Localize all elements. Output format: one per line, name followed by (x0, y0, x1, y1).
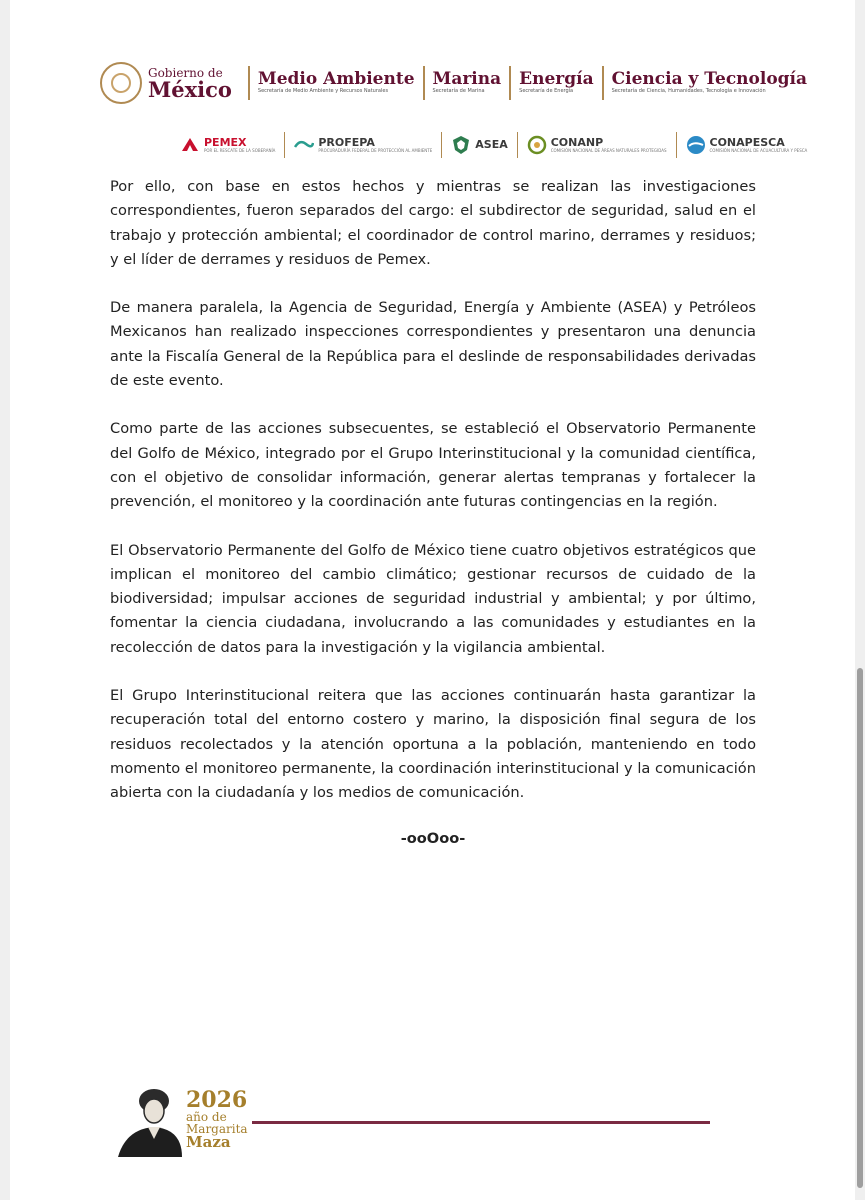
gobierno-de-mexico-logo: Gobierno de México (148, 65, 232, 102)
year-commemoration: 2026 año de Margarita Maza (186, 1087, 248, 1151)
profepa-wave-icon (294, 135, 314, 155)
divider (423, 66, 425, 100)
divider (248, 66, 250, 100)
divider (509, 66, 511, 100)
conanp-circle-icon (527, 135, 547, 155)
conapesca-wave-icon (686, 135, 706, 155)
divider (517, 132, 518, 158)
agency-conanp: CONANP COMISIÓN NACIONAL DE ÁREAS NATURALES PROTEGIDAS (527, 135, 667, 155)
paragraph: El Grupo Interinstitucional reitera que las acciones continuarán hasta garantizar la recuperación total del entorno costero y marino, la disposición final segura de los residuos recolectados y la atención oportuna a la población, manteniendo en todo momento el monitoreo permanente, la coordinación interinstitucional y la comunicación abierta con la ciudadanía y los medios de comunicación. (110, 687, 756, 802)
margarita-maza-portrait-icon (116, 1085, 184, 1157)
pemex-eagle-icon (180, 135, 200, 155)
agency-logos (180, 128, 808, 162)
agency-asea: ASEA (451, 135, 507, 155)
document-body (110, 175, 756, 847)
closing-mark: -ooOoo- (400, 829, 466, 847)
divider (441, 132, 442, 158)
department-medio-ambiente: Medio Ambiente Secretaría de Medio Ambiente y Recursos Naturales (257, 69, 415, 95)
divider (676, 132, 677, 158)
department-marina: Marina Secretaría de Marina (432, 69, 502, 95)
paragraph: El Observatorio Permanente del Golfo de México tiene cuatro objetivos estratégicos que implican el monitoreo del cambio climático; gestionar recursos de cuidado de la biodiversidad; impulsar acciones de seguridad industrial y ambiental; y por último, fomentar la ciencia ciudadana, involucrando a las comunidades y estudiantes en la recolección de datos para la investigación y la vigilancia ambiental. (110, 541, 756, 656)
department-ciencia-tecnologia: Ciencia y Tecnología Secretaría de Ciencia, Humanidades, Tecnología e Innovación (611, 69, 808, 95)
national-seal-icon (100, 62, 142, 104)
window-left-edge (0, 0, 10, 1200)
divider (284, 132, 285, 158)
scrollbar-thumb[interactable] (857, 668, 863, 1188)
paragraph: De manera paralela, la Agencia de Seguridad, Energía y Ambiente (ASEA) y Petróleos Mexicanos han realizado inspecciones correspondientes y presentaron una denuncia ante la Fiscalía General de la República para el deslinde de responsabilidades derivadas de este evento. (110, 299, 756, 390)
scrollbar-track[interactable] (855, 0, 865, 1200)
agency-profepa: PROFEPA PROCURADURÍA FEDERAL DE PROTECCIÓN AL AMBIENTE (294, 135, 432, 155)
divider (602, 66, 604, 100)
footer-divider (252, 1121, 710, 1124)
agency-conapesca: CONAPESCA COMISIÓN NACIONAL DE ACUACULTURA Y PESCA (686, 135, 808, 155)
government-header (100, 58, 808, 108)
department-energia: Energía Secretaría de Energía (519, 69, 594, 95)
footer (110, 1075, 750, 1155)
agency-pemex: PEMEX POR EL RESCATE DE LA SOBERANÍA (180, 135, 275, 155)
paragraph: Como parte de las acciones subsecuentes, se estableció el Observatorio Permanente del Golfo de México, integrado por el Grupo Interinstitucional y la comunidad científica, con el objetivo de consolidar información, generar alertas tempranas y fortalecer la prevención, el monitoreo y la coordinación ante futuras contingencias en la región. (110, 420, 756, 511)
asea-shield-icon (451, 135, 471, 155)
paragraph: Por ello, con base en estos hechos y mientras se realizan las investigaciones correspondientes, fueron separados del cargo: el subdirector de seguridad, salud en el trabajo y protección ambiental; el coordinador de control marino, derrames y residuos; y el líder de derrames y residuos de Pemex. (110, 178, 756, 268)
